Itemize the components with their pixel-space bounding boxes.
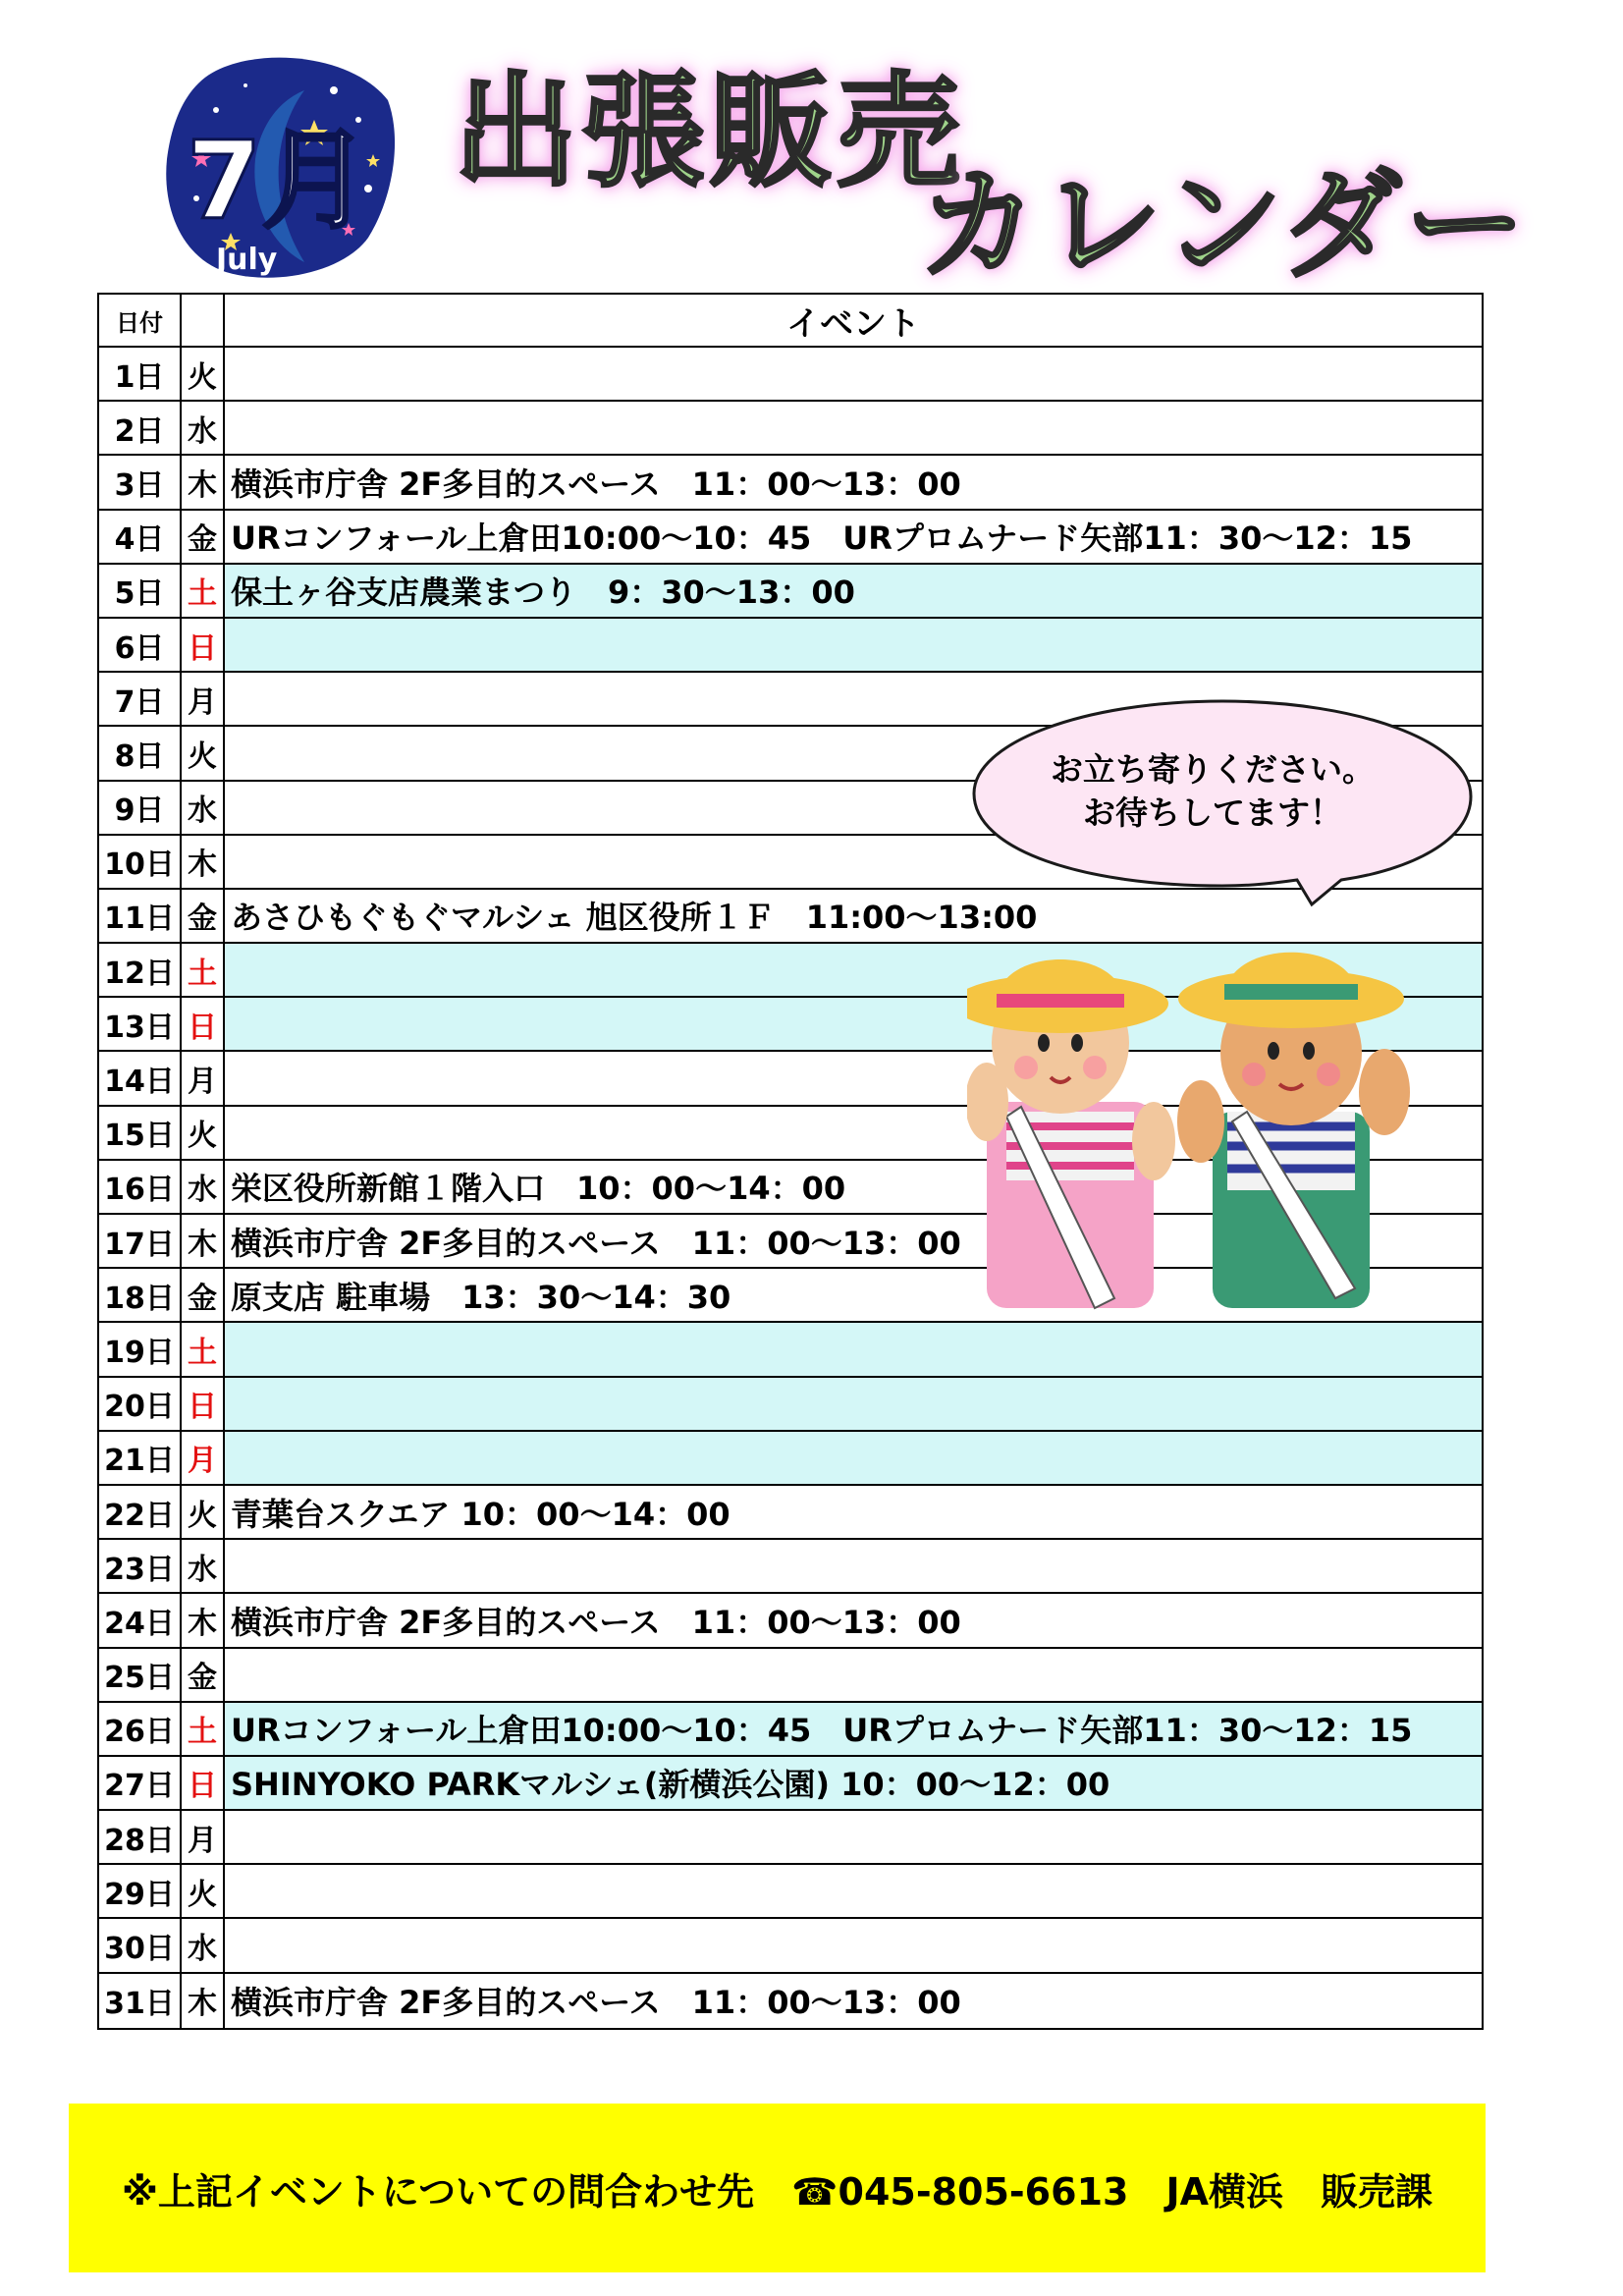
row-date: 13日	[99, 998, 182, 1050]
row-date: 6日	[99, 619, 182, 671]
row-day-of-week: 木	[182, 836, 225, 888]
row-day-of-week: 火	[182, 727, 225, 779]
row-day-of-week: 金	[182, 1269, 225, 1321]
row-event	[225, 619, 1482, 671]
row-date: 11日	[99, 890, 182, 942]
table-row	[99, 565, 1482, 619]
row-date: 26日	[99, 1703, 182, 1755]
row-event: URコンフォール上倉田10:00～10：45 URプロムナード矢部11：30～12：15	[231, 519, 1413, 558]
row-date: 27日	[99, 1757, 182, 1809]
row-date: 23日	[99, 1540, 182, 1592]
table-row	[99, 619, 1482, 673]
row-day-of-week: 月	[182, 1432, 225, 1484]
row-day-of-week: 日	[182, 619, 225, 671]
header-date: 日付	[99, 295, 182, 346]
row-event	[225, 1811, 1482, 1863]
table-row	[99, 511, 1482, 565]
table-row	[99, 1432, 1482, 1486]
row-day-of-week: 月	[182, 1811, 225, 1863]
row-date: 31日	[99, 1974, 182, 2028]
row-date: 19日	[99, 1323, 182, 1375]
bubble-text	[992, 748, 1434, 835]
row-date: 7日	[99, 673, 182, 725]
row-date: 18日	[99, 1269, 182, 1321]
row-date: 12日	[99, 944, 182, 996]
row-date: 14日	[99, 1052, 182, 1104]
row-event: 横浜市庁舎 2F多目的スペース 11：00～13：00	[231, 1984, 961, 2022]
title-line-1: 出張販売	[454, 60, 964, 204]
mascot-boy	[1177, 953, 1410, 1308]
mascot-characters	[967, 945, 1419, 1347]
table-row	[99, 1486, 1482, 1540]
row-day-of-week: 金	[182, 511, 225, 563]
row-date: 28日	[99, 1811, 182, 1863]
table-header	[99, 295, 1482, 348]
row-day-of-week: 火	[182, 348, 225, 400]
row-event	[225, 1649, 1482, 1701]
row-event	[225, 348, 1482, 400]
contact-footer	[69, 2104, 1486, 2272]
row-event: 原支店 駐車場 13：30～14：30	[231, 1278, 731, 1316]
table-row	[99, 1649, 1482, 1703]
table-row	[99, 1974, 1482, 2028]
row-event	[225, 1432, 1482, 1484]
row-day-of-week: 土	[182, 565, 225, 617]
row-date: 10日	[99, 836, 182, 888]
row-event: 横浜市庁舎 2F多目的スペース 11：00～13：00	[231, 1224, 961, 1262]
row-date: 16日	[99, 1161, 182, 1213]
table-row	[99, 348, 1482, 402]
row-date: 8日	[99, 727, 182, 779]
table-row	[99, 1540, 1482, 1594]
contact-text: ※上記イベントについての問合わせ先 ☎045-805-6613 JA横浜 販売課	[121, 2169, 1433, 2214]
row-date: 22日	[99, 1486, 182, 1538]
table-row	[99, 1757, 1482, 1811]
mascot-girl	[967, 959, 1175, 1308]
row-date: 30日	[99, 1919, 182, 1971]
bubble-line-2: お待ちしてます！	[1083, 793, 1342, 832]
row-day-of-week: 木	[182, 1594, 225, 1646]
row-day-of-week: 木	[182, 1215, 225, 1267]
row-date: 2日	[99, 402, 182, 454]
row-day-of-week: 木	[182, 456, 225, 508]
row-date: 25日	[99, 1649, 182, 1701]
row-day-of-week: 水	[182, 402, 225, 454]
row-day-of-week: 木	[182, 1974, 225, 2028]
row-day-of-week: 月	[182, 1052, 225, 1104]
row-date: 24日	[99, 1594, 182, 1646]
title-line-2: カレンダー	[918, 155, 1530, 295]
header-event: イベント	[786, 303, 920, 344]
row-event	[225, 1865, 1482, 1917]
row-day-of-week: 日	[182, 1757, 225, 1809]
row-date: 20日	[99, 1378, 182, 1430]
row-date: 3日	[99, 456, 182, 508]
bubble-line-1: お立ち寄りください。	[1051, 750, 1375, 789]
row-date: 9日	[99, 782, 182, 834]
row-date: 29日	[99, 1865, 182, 1917]
row-date: 21日	[99, 1432, 182, 1484]
row-event: あさひもぐもぐマルシェ 旭区役所１Ｆ 11:00～13:00	[231, 899, 1038, 937]
table-row	[99, 1865, 1482, 1919]
row-event: SHINYOKO PARKマルシェ(新横浜公園) 10：00～12：00	[225, 1757, 1482, 1809]
row-day-of-week: 火	[182, 1486, 225, 1538]
table-row	[99, 1594, 1482, 1648]
row-day-of-week: 水	[182, 1161, 225, 1213]
row-event	[225, 402, 1482, 454]
row-date: 1日	[99, 348, 182, 400]
row-event	[225, 1919, 1482, 1971]
row-day-of-week: 月	[182, 673, 225, 725]
table-row	[99, 456, 1482, 510]
row-day-of-week: 水	[182, 782, 225, 834]
table-row	[99, 1378, 1482, 1432]
badge-month: 7月	[187, 118, 370, 244]
row-day-of-week: 火	[182, 1107, 225, 1159]
row-date: 5日	[99, 565, 182, 617]
row-day-of-week: 土	[182, 1323, 225, 1375]
july-badge	[157, 51, 403, 285]
table-row	[99, 1703, 1482, 1757]
row-day-of-week: 水	[182, 1919, 225, 1971]
row-event: 栄区役所新館１階入口 10：00～14：00	[231, 1170, 846, 1208]
table-row	[99, 1811, 1482, 1865]
row-event: 横浜市庁舎 2F多目的スペース 11：00～13：00	[231, 465, 961, 503]
table-row	[99, 1919, 1482, 1973]
row-event: URコンフォール上倉田10:00～10：45 URプロムナード矢部11：30～12：15	[225, 1703, 1482, 1755]
badge-english: July	[216, 243, 278, 277]
row-event: 保土ヶ谷支店農業まつり 9：30～13：00	[225, 565, 1482, 617]
row-day-of-week: 金	[182, 1649, 225, 1701]
row-event: 青葉台スクエア 10：00～14：00	[231, 1495, 730, 1533]
row-date: 15日	[99, 1107, 182, 1159]
table-row	[99, 402, 1482, 456]
row-day-of-week: 火	[182, 1865, 225, 1917]
row-date: 4日	[99, 511, 182, 563]
row-day-of-week: 日	[182, 998, 225, 1050]
row-day-of-week: 日	[182, 1378, 225, 1430]
row-event: 横浜市庁舎 2F多目的スペース 11：00～13：00	[231, 1603, 961, 1641]
row-day-of-week: 金	[182, 890, 225, 942]
row-day-of-week: 土	[182, 1703, 225, 1755]
row-day-of-week: 水	[182, 1540, 225, 1592]
row-event	[225, 1540, 1482, 1592]
row-event	[225, 1378, 1482, 1430]
row-date: 17日	[99, 1215, 182, 1267]
header-dow	[182, 295, 225, 346]
row-day-of-week: 土	[182, 944, 225, 996]
